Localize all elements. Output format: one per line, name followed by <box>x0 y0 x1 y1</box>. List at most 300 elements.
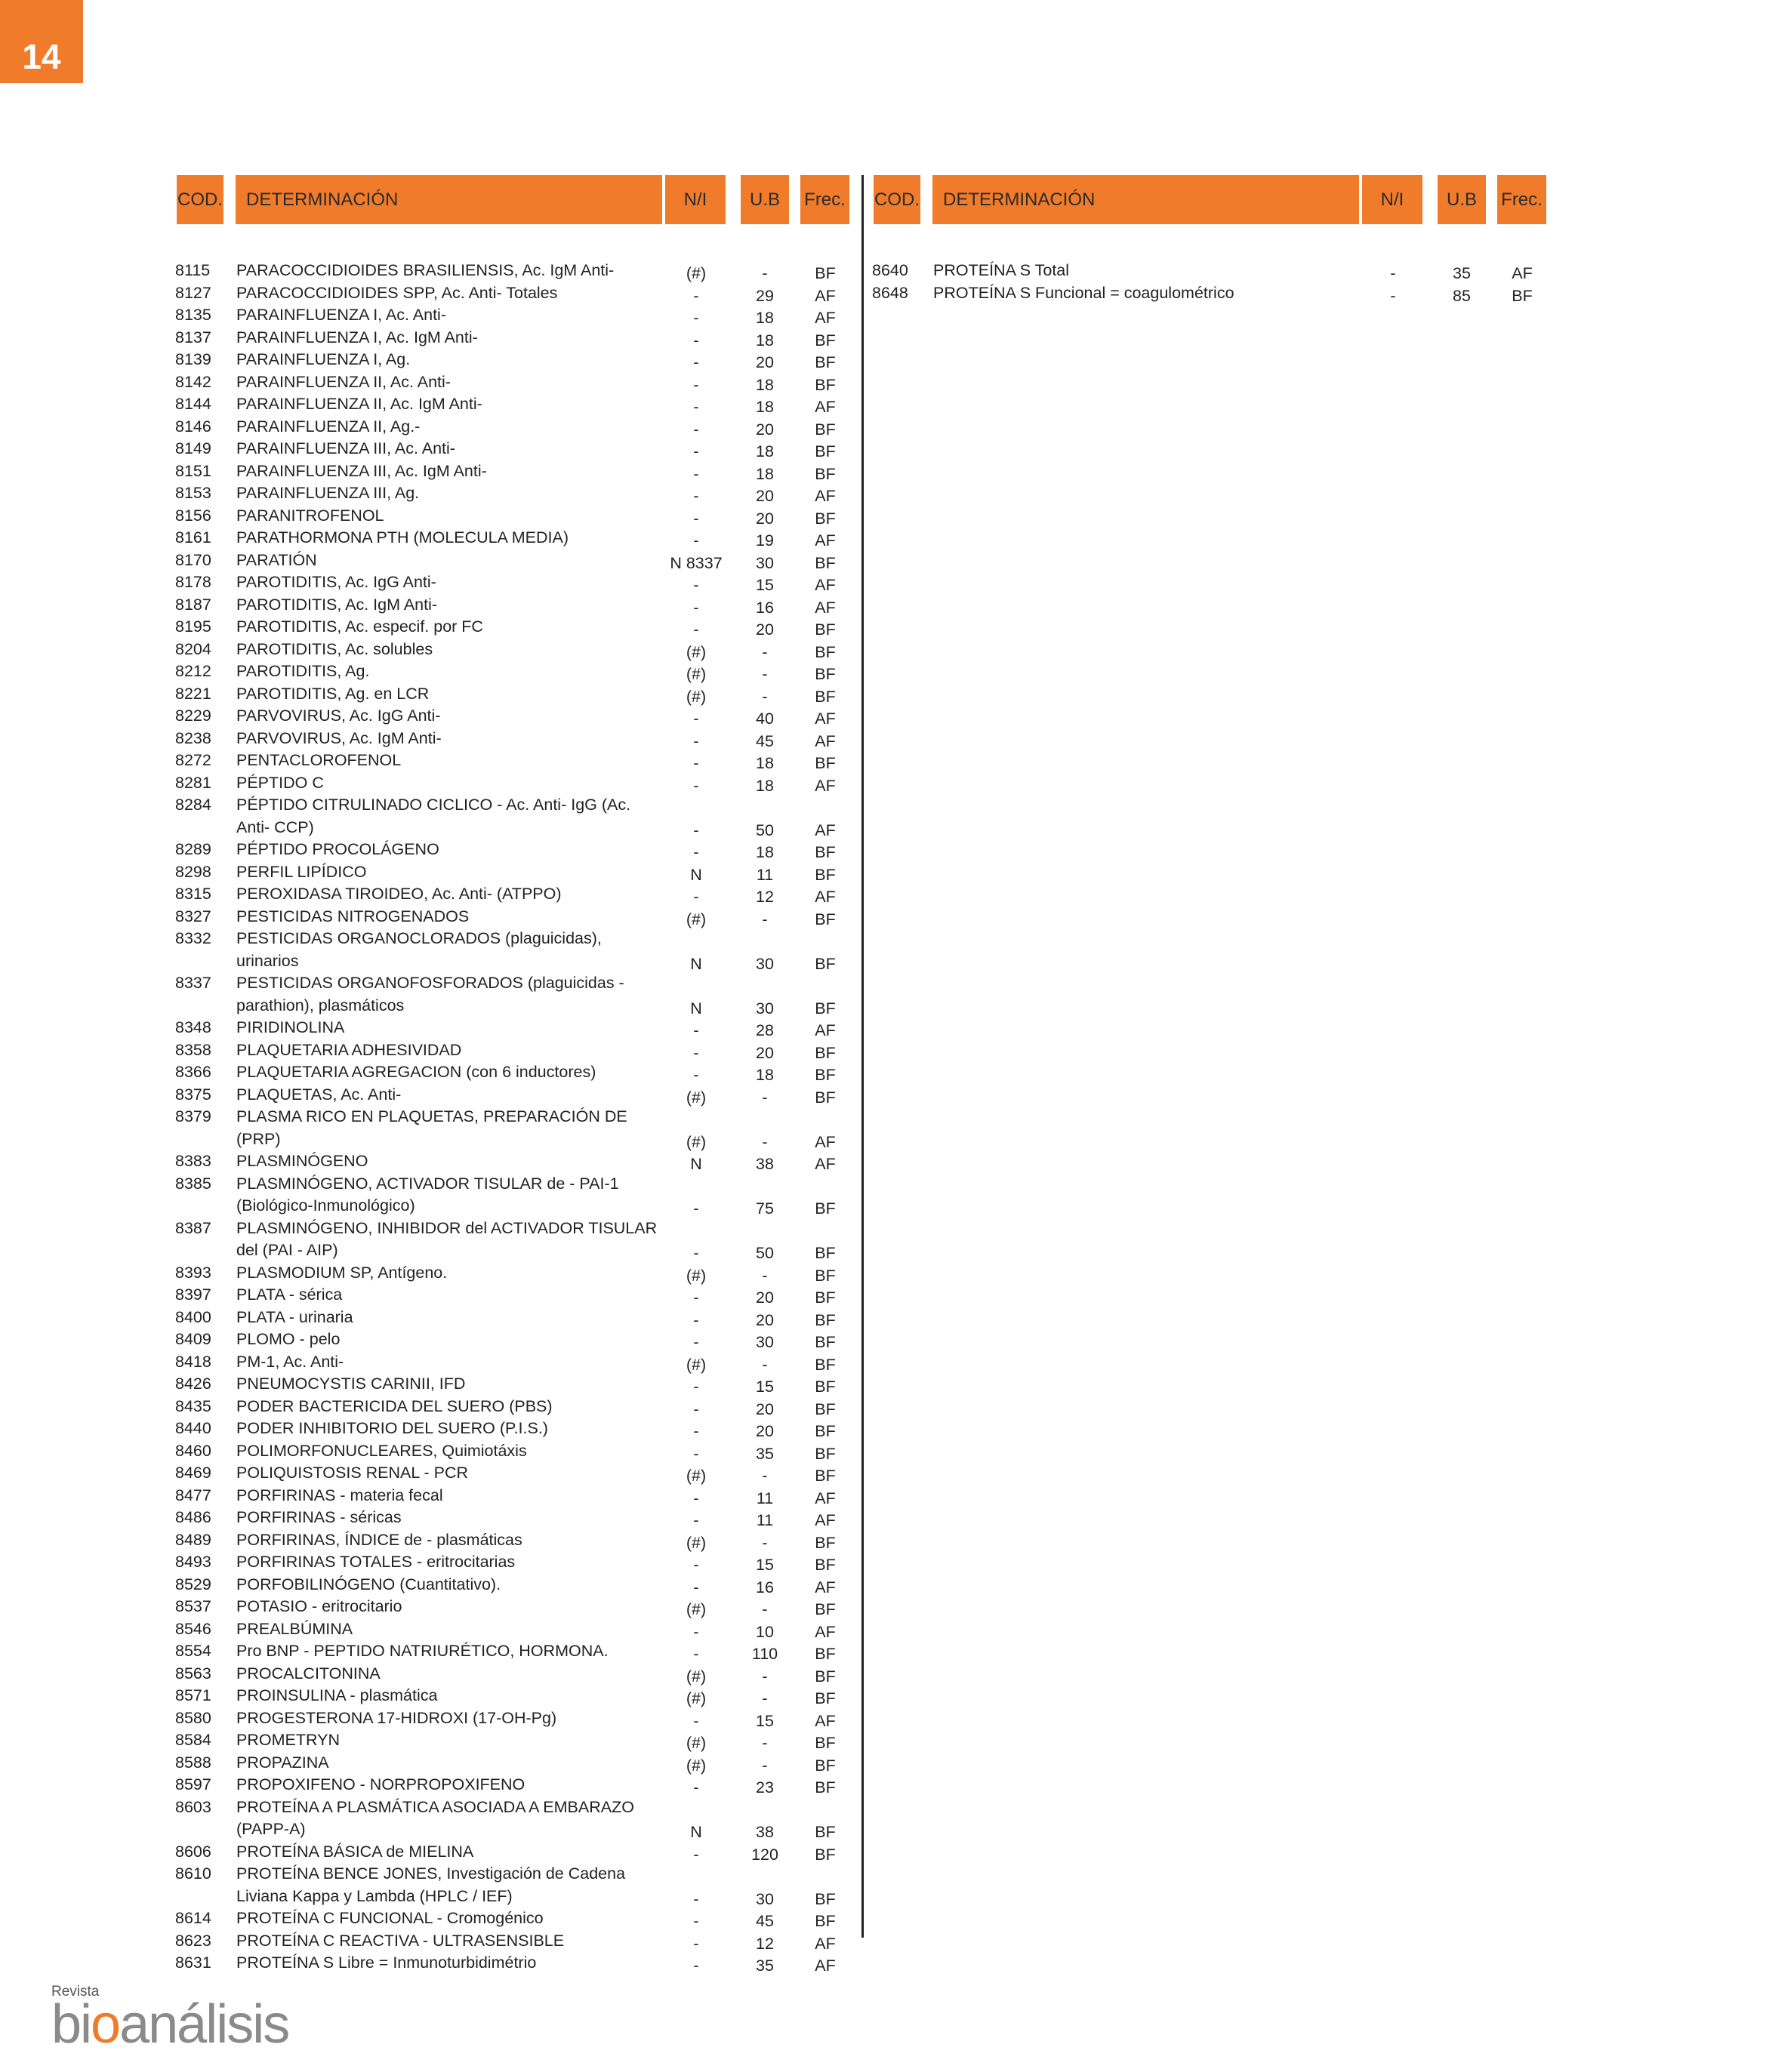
cell-ub: 18 <box>756 464 774 483</box>
cell-ni: - <box>693 1066 699 1084</box>
table-row <box>175 1218 849 1262</box>
cell-ub: 12 <box>756 888 774 906</box>
table-row <box>175 1596 849 1618</box>
table-row <box>175 1640 849 1663</box>
cell-ub: - <box>762 910 768 928</box>
table-row <box>175 883 849 906</box>
cell-ub: 19 <box>756 531 774 550</box>
cell-frec: BF <box>815 620 836 639</box>
cell-ub: 20 <box>756 509 774 528</box>
table-row <box>175 527 849 550</box>
cell-determinacion: PORFIRINAS TOTALES - eritrocitarias <box>236 1553 516 1571</box>
header-ub: U.B <box>741 175 789 224</box>
cell-frec: BF <box>815 264 836 282</box>
cell-determinacion: PARAINFLUENZA I, Ac. IgM Anti- <box>236 328 478 346</box>
cell-determinacion: PARAINFLUENZA II, Ag.- <box>236 417 421 436</box>
cell-ub: 20 <box>756 487 774 505</box>
cell-ub: 11 <box>756 1489 774 1507</box>
cell-ub: 35 <box>1453 264 1471 282</box>
cell-frec: BF <box>815 1399 836 1418</box>
cell-cod: 8142 <box>175 372 211 391</box>
cell-ni: - <box>693 1378 699 1396</box>
cell-frec: BF <box>815 1467 836 1485</box>
cell-frec: BF <box>815 1288 836 1307</box>
cell-ni: - <box>693 1711 699 1730</box>
left-rows <box>175 260 849 1975</box>
cell-frec: BF <box>815 1667 836 1686</box>
cell-cod: 8212 <box>175 662 211 680</box>
cell-cod: 8332 <box>175 929 211 947</box>
cell-frec: BF <box>815 865 836 884</box>
cell-cod: 8238 <box>175 728 211 747</box>
table-row <box>175 794 849 839</box>
header-cod: COD. <box>177 175 223 224</box>
table-row <box>175 1907 849 1930</box>
table-row <box>175 1061 849 1084</box>
cell-ub: 75 <box>756 1199 774 1218</box>
cell-determinacion: PARAINFLUENZA II, Ac. IgM Anti- <box>236 395 482 413</box>
cell-determinacion: PROTEÍNA C FUNCIONAL - Cromogénico <box>236 1909 544 1927</box>
cell-frec: BF <box>815 1333 836 1351</box>
cell-frec: BF <box>815 375 836 394</box>
cell-ub: 30 <box>756 1333 774 1351</box>
cell-determinacion: PARANITROFENOL <box>236 506 384 525</box>
cell-ni: - <box>693 1845 699 1864</box>
cell-cod: 8170 <box>175 550 211 569</box>
cell-cod: 8327 <box>175 907 211 925</box>
cell-ub: 10 <box>756 1622 774 1641</box>
cell-ni: - <box>693 1489 699 1507</box>
table-row <box>175 416 849 439</box>
cell-ni: - <box>693 442 699 460</box>
header-cod: COD. <box>874 175 920 224</box>
cell-ni: - <box>693 820 699 839</box>
cell-cod: 8178 <box>175 573 211 591</box>
cell-ub: 15 <box>756 1711 774 1730</box>
cell-ub: 20 <box>756 1422 774 1440</box>
cell-frec: BF <box>815 1645 836 1663</box>
cell-ni: - <box>693 776 699 795</box>
cell-cod: 8529 <box>175 1575 211 1593</box>
cell-cod: 8631 <box>175 1953 211 1972</box>
cell-frec: BF <box>815 1088 836 1107</box>
table-row <box>175 1774 849 1796</box>
cell-determinacion: PARAINFLUENZA III, Ac. Anti- <box>236 439 455 457</box>
cell-ub: - <box>762 1266 768 1285</box>
cell-determinacion: PEROXIDASA TIROIDEO, Ac. Anti- (ATPPO) <box>236 885 562 903</box>
cell-determinacion: PARATIÓN <box>236 550 317 569</box>
cell-determinacion: PLAQUETAS, Ac. Anti- <box>236 1085 402 1104</box>
cell-determinacion: PENTACLOROFENOL <box>236 751 402 769</box>
cell-ni: - <box>693 1511 699 1529</box>
cell-determinacion: PROINSULINA - plasmática <box>236 1686 438 1704</box>
cell-cod: 8603 <box>175 1797 211 1816</box>
cell-cod: 8563 <box>175 1664 211 1683</box>
cell-ni: (#) <box>686 665 707 683</box>
cell-ni: N <box>690 1155 702 1173</box>
cell-cod: 8315 <box>175 885 211 903</box>
cell-ni: N <box>690 1823 702 1841</box>
cell-ub: 16 <box>756 1578 774 1596</box>
cell-ni: (#) <box>686 264 707 282</box>
cell-frec: BF <box>815 420 836 439</box>
table-row <box>175 1150 849 1173</box>
cell-cod: 8469 <box>175 1464 211 1482</box>
cell-ub: 28 <box>756 1021 774 1039</box>
cell-ni: - <box>693 1333 699 1351</box>
cell-ni: - <box>693 1889 699 1908</box>
table-row <box>175 1863 849 1907</box>
cell-ni: - <box>693 1444 699 1463</box>
table-row <box>175 1462 849 1485</box>
cell-determinacion: PLASMINÓGENO, INHIBIDOR del ACTIVADOR TISULAR del (PAI - AIP) <box>236 1218 658 1259</box>
logo-part: bi <box>51 1994 91 2055</box>
cell-ni: - <box>693 1556 699 1574</box>
cell-determinacion: PLAQUETARIA ADHESIVIDAD <box>236 1040 462 1059</box>
cell-cod: 8588 <box>175 1753 211 1772</box>
cell-frec: BF <box>815 553 836 572</box>
table-row <box>175 1574 849 1596</box>
table-row <box>175 1707 849 1730</box>
cell-determinacion: PLOMO - pelo <box>236 1330 341 1348</box>
cell-determinacion: PLASMINÓGENO <box>236 1152 368 1170</box>
cell-ub: 50 <box>756 820 774 839</box>
cell-determinacion: PARVOVIRUS, Ac. IgG Anti- <box>236 707 441 725</box>
cell-cod: 8546 <box>175 1619 211 1638</box>
cell-ub: 18 <box>756 776 774 795</box>
cell-cod: 8580 <box>175 1708 211 1727</box>
header-determinacion: DETERMINACIÓN <box>932 175 1359 224</box>
cell-determinacion: PLASMINÓGENO, ACTIVADOR TISULAR de - PAI-1 (Biológico-Inmunológico) <box>236 1174 619 1215</box>
cell-determinacion: PARAINFLUENZA I, Ag. <box>236 350 411 368</box>
cell-determinacion: PODER BACTERICIDA DEL SUERO (PBS) <box>236 1396 553 1415</box>
cell-determinacion: PÉPTIDO C <box>236 773 324 792</box>
cell-frec: BF <box>815 1689 836 1707</box>
cell-ub: 20 <box>756 620 774 639</box>
cell-cod: 8571 <box>175 1686 211 1704</box>
cell-determinacion: PIRIDINOLINA <box>236 1018 345 1036</box>
table-row <box>175 550 849 572</box>
cell-frec: AF <box>815 1934 836 1953</box>
cell-frec: BF <box>815 1378 836 1396</box>
cell-frec: AF <box>815 487 836 505</box>
cell-ni: (#) <box>686 1734 707 1752</box>
table-row <box>175 928 849 972</box>
cell-ub: 18 <box>756 331 774 349</box>
cell-determinacion: PARAINFLUENZA I, Ac. Anti- <box>236 306 446 324</box>
cell-determinacion: PESTICIDAS ORGANOFOSFORADOS (plaguicidas - parathion), plasmáticos <box>236 974 624 1014</box>
table-row <box>175 1752 849 1775</box>
cell-cod: 8610 <box>175 1864 211 1883</box>
cell-cod: 8187 <box>175 595 211 614</box>
cell-cod: 8151 <box>175 461 211 480</box>
cell-ub: 18 <box>756 843 774 861</box>
cell-ub: 40 <box>756 710 774 728</box>
cell-frec: AF <box>815 576 836 594</box>
table-row <box>175 1328 849 1351</box>
table-row <box>175 571 849 594</box>
cell-ub: 120 <box>751 1845 778 1864</box>
cell-ub: - <box>762 665 768 683</box>
cell-ub: 38 <box>756 1155 774 1173</box>
table-row <box>175 972 849 1017</box>
cell-frec: AF <box>815 820 836 839</box>
logo-part: análisis <box>119 1994 289 2055</box>
cell-ni: N 8337 <box>670 553 723 572</box>
cell-cod: 8127 <box>175 283 211 302</box>
cell-ni: - <box>693 420 699 439</box>
cell-ni: - <box>693 286 699 305</box>
cell-determinacion: PORFIRINAS - materia fecal <box>236 1485 443 1504</box>
cell-ub: - <box>762 1533 768 1552</box>
cell-determinacion: PLAQUETARIA AGREGACION (con 6 inductores) <box>236 1063 596 1081</box>
table-row <box>175 393 849 416</box>
cell-cod: 8281 <box>175 773 211 792</box>
cell-ni: (#) <box>686 1689 707 1707</box>
cell-ni: - <box>693 1288 699 1307</box>
cell-ni: - <box>693 754 699 772</box>
cell-ni: - <box>1390 286 1396 305</box>
header-frec: Frec. <box>1497 175 1546 224</box>
cell-determinacion: POLIMORFONUCLEARES, Quimiotáxis <box>236 1441 527 1460</box>
cell-determinacion: PAROTIDITIS, Ac. especif. por FC <box>236 617 483 636</box>
cell-determinacion: PROTEÍNA S Libre = Inmunoturbidimétrio <box>236 1953 537 1972</box>
cell-ni: - <box>693 1422 699 1440</box>
cell-frec: AF <box>815 1578 836 1596</box>
cell-ub: - <box>762 1600 768 1618</box>
cell-frec: BF <box>815 442 836 460</box>
cell-determinacion: POTASIO - eritrocitario <box>236 1597 402 1615</box>
cell-cod: 8397 <box>175 1285 211 1304</box>
header-ni: N/I <box>665 175 726 224</box>
table-row <box>175 1106 849 1150</box>
cell-cod: 8435 <box>175 1396 211 1415</box>
cell-frec: BF <box>815 1355 836 1374</box>
table-row <box>872 260 1546 282</box>
table-row <box>175 750 849 772</box>
cell-ub: - <box>762 1132 768 1151</box>
cell-cod: 8489 <box>175 1530 211 1549</box>
logo-revista: Revista <box>51 1984 100 2000</box>
cell-determinacion: PNEUMOCYSTIS CARINII, IFD <box>236 1375 466 1393</box>
cell-cod: 8137 <box>175 328 211 346</box>
table-row <box>175 482 849 505</box>
table-row <box>175 1685 849 1707</box>
cell-ni: - <box>693 1778 699 1796</box>
cell-ub: 85 <box>1453 286 1471 305</box>
cell-frec: BF <box>815 1244 836 1262</box>
cell-ni: - <box>693 309 699 327</box>
cell-cod: 8229 <box>175 707 211 725</box>
cell-determinacion: PAROTIDITIS, Ac. IgG Anti- <box>236 573 436 591</box>
cell-ub: - <box>762 264 768 282</box>
cell-ni: - <box>693 598 699 617</box>
cell-ni: - <box>693 1622 699 1641</box>
cell-determinacion: PROGESTERONA 17-HIDROXI (17-OH-Pg) <box>236 1708 557 1727</box>
cell-frec: BF <box>815 1533 836 1552</box>
cell-frec: AF <box>1512 264 1533 282</box>
cell-determinacion: PLATA - sérica <box>236 1285 343 1304</box>
bioanalisis-logo <box>51 1984 289 2055</box>
table-row <box>175 616 849 639</box>
table-row <box>175 505 849 528</box>
cell-ni: - <box>693 375 699 394</box>
cell-frec: BF <box>815 1823 836 1841</box>
cell-determinacion: PARATHORMONA PTH (MOLECULA MEDIA) <box>236 528 569 546</box>
cell-frec: AF <box>815 776 836 795</box>
cell-determinacion: POLIQUISTOSIS RENAL - PCR <box>236 1464 469 1482</box>
cell-cod: 8195 <box>175 617 211 636</box>
cell-ub: 18 <box>756 309 774 327</box>
cell-determinacion: PM-1, Ac. Anti- <box>236 1352 344 1371</box>
cell-frec: BF <box>815 1310 836 1329</box>
cell-frec: AF <box>815 1021 836 1039</box>
page-number: 14 <box>0 0 83 83</box>
cell-ni: (#) <box>686 1266 707 1285</box>
cell-ni: N <box>690 954 702 973</box>
cell-ub: 15 <box>756 1378 774 1396</box>
table-row <box>175 906 849 928</box>
table-row <box>175 1663 849 1686</box>
cell-ni: - <box>693 531 699 550</box>
cell-determinacion: PROCALCITONINA <box>236 1664 381 1683</box>
cell-ub: 12 <box>756 1934 774 1953</box>
cell-frec: AF <box>815 1155 836 1173</box>
cell-ub: 18 <box>756 398 774 416</box>
cell-ub: 15 <box>756 1556 774 1574</box>
cell-determinacion: PESTICIDAS ORGANOCLORADOS (plaguicidas), urinarios <box>236 929 602 970</box>
cell-ub: 18 <box>756 1066 774 1084</box>
cell-determinacion: PARAINFLUENZA II, Ac. Anti- <box>236 372 451 391</box>
cell-ub: - <box>762 1734 768 1752</box>
cell-cod: 8358 <box>175 1040 211 1059</box>
cell-frec: AF <box>815 531 836 550</box>
header-ni: N/I <box>1362 175 1422 224</box>
header-frec: Frec. <box>800 175 849 224</box>
cell-determinacion: PESTICIDAS NITROGENADOS <box>236 907 470 925</box>
table-row <box>175 1284 849 1307</box>
table-row <box>175 327 849 349</box>
cell-ni: - <box>693 1199 699 1218</box>
cell-frec: BF <box>815 954 836 973</box>
cell-frec: BF <box>815 464 836 483</box>
cell-cod: 8379 <box>175 1107 211 1125</box>
cell-frec: BF <box>815 999 836 1018</box>
cell-frec: AF <box>815 598 836 617</box>
right-table <box>872 175 1546 304</box>
cell-ni: - <box>693 888 699 906</box>
cell-frec: BF <box>815 1600 836 1618</box>
table-row <box>175 1039 849 1062</box>
table-row <box>175 1930 849 1953</box>
cell-cod: 8409 <box>175 1330 211 1348</box>
cell-determinacion: PARACOCCIDIOIDES BRASILIENSIS, Ac. IgM Anti- <box>236 261 615 279</box>
cell-determinacion: PÉPTIDO PROCOLÁGENO <box>236 840 439 858</box>
cell-cod: 8144 <box>175 395 211 413</box>
cell-determinacion: PROTEÍNA BÁSICA de MIELINA <box>236 1842 474 1861</box>
cell-frec: BF <box>815 1422 836 1440</box>
left-table <box>175 175 849 1975</box>
cell-ni: - <box>693 1021 699 1039</box>
cell-frec: AF <box>815 888 836 906</box>
cell-ub: 20 <box>756 1310 774 1329</box>
cell-frec: AF <box>815 398 836 416</box>
cell-ub: - <box>762 1667 768 1686</box>
cell-determinacion: PROTEÍNA S Total <box>933 261 1070 279</box>
cell-frec: BF <box>815 1778 836 1796</box>
table-row <box>175 304 849 327</box>
cell-cod: 8554 <box>175 1642 211 1660</box>
cell-frec: BF <box>815 754 836 772</box>
right-rows <box>872 260 1546 304</box>
cell-cod: 8146 <box>175 417 211 436</box>
cell-frec: BF <box>815 1889 836 1908</box>
cell-frec: AF <box>815 1132 836 1151</box>
cell-cod: 8284 <box>175 796 211 814</box>
cell-ni: (#) <box>686 1467 707 1485</box>
cell-cod: 8418 <box>175 1352 211 1371</box>
cell-cod: 8289 <box>175 840 211 858</box>
cell-cod: 8149 <box>175 439 211 457</box>
cell-frec: AF <box>815 731 836 750</box>
cell-frec: BF <box>1512 286 1533 305</box>
table-row <box>175 772 849 795</box>
cell-frec: BF <box>815 1444 836 1463</box>
header-determinacion: DETERMINACIÓN <box>236 175 662 224</box>
table-row <box>175 1262 849 1285</box>
cell-frec: BF <box>815 910 836 928</box>
logo-o: o <box>91 1994 120 2055</box>
cell-ni: - <box>693 1399 699 1418</box>
cell-frec: BF <box>815 1912 836 1930</box>
cell-ni: - <box>693 710 699 728</box>
cell-ub: 23 <box>756 1778 774 1796</box>
cell-ub: 15 <box>756 576 774 594</box>
cell-ub: 20 <box>756 353 774 371</box>
cell-ni: (#) <box>686 642 707 661</box>
cell-cod: 8393 <box>175 1263 211 1282</box>
cell-ni: - <box>693 464 699 483</box>
cell-ni: (#) <box>686 1533 707 1552</box>
cell-ub: 11 <box>756 1511 774 1529</box>
table-row <box>175 371 849 394</box>
cell-determinacion: PREALBÚMINA <box>236 1619 353 1638</box>
cell-ni: (#) <box>686 1088 707 1107</box>
cell-ni: - <box>693 1645 699 1663</box>
table-row <box>175 839 849 861</box>
cell-cod: 8139 <box>175 350 211 368</box>
cell-determinacion: PROMETRYN <box>236 1731 340 1749</box>
cell-ub: - <box>762 1467 768 1485</box>
cell-ni: - <box>693 1934 699 1953</box>
cell-cod: 8460 <box>175 1441 211 1460</box>
cell-frec: BF <box>815 1043 836 1062</box>
cell-ub: 18 <box>756 754 774 772</box>
cell-cod: 8135 <box>175 306 211 324</box>
table-row <box>872 282 1546 305</box>
cell-ub: - <box>762 1756 768 1775</box>
column-divider <box>861 175 864 1938</box>
cell-ub: - <box>762 1355 768 1374</box>
cell-frec: AF <box>815 1622 836 1641</box>
cell-determinacion: PORFIRINAS - séricas <box>236 1508 402 1526</box>
cell-frec: BF <box>815 1556 836 1574</box>
cell-cod: 8440 <box>175 1419 211 1437</box>
cell-ni: N <box>690 999 702 1018</box>
table-row <box>175 861 849 884</box>
cell-ub: - <box>762 642 768 661</box>
cell-determinacion: PORFIRINAS, ÍNDICE de - plasmáticas <box>236 1530 522 1549</box>
